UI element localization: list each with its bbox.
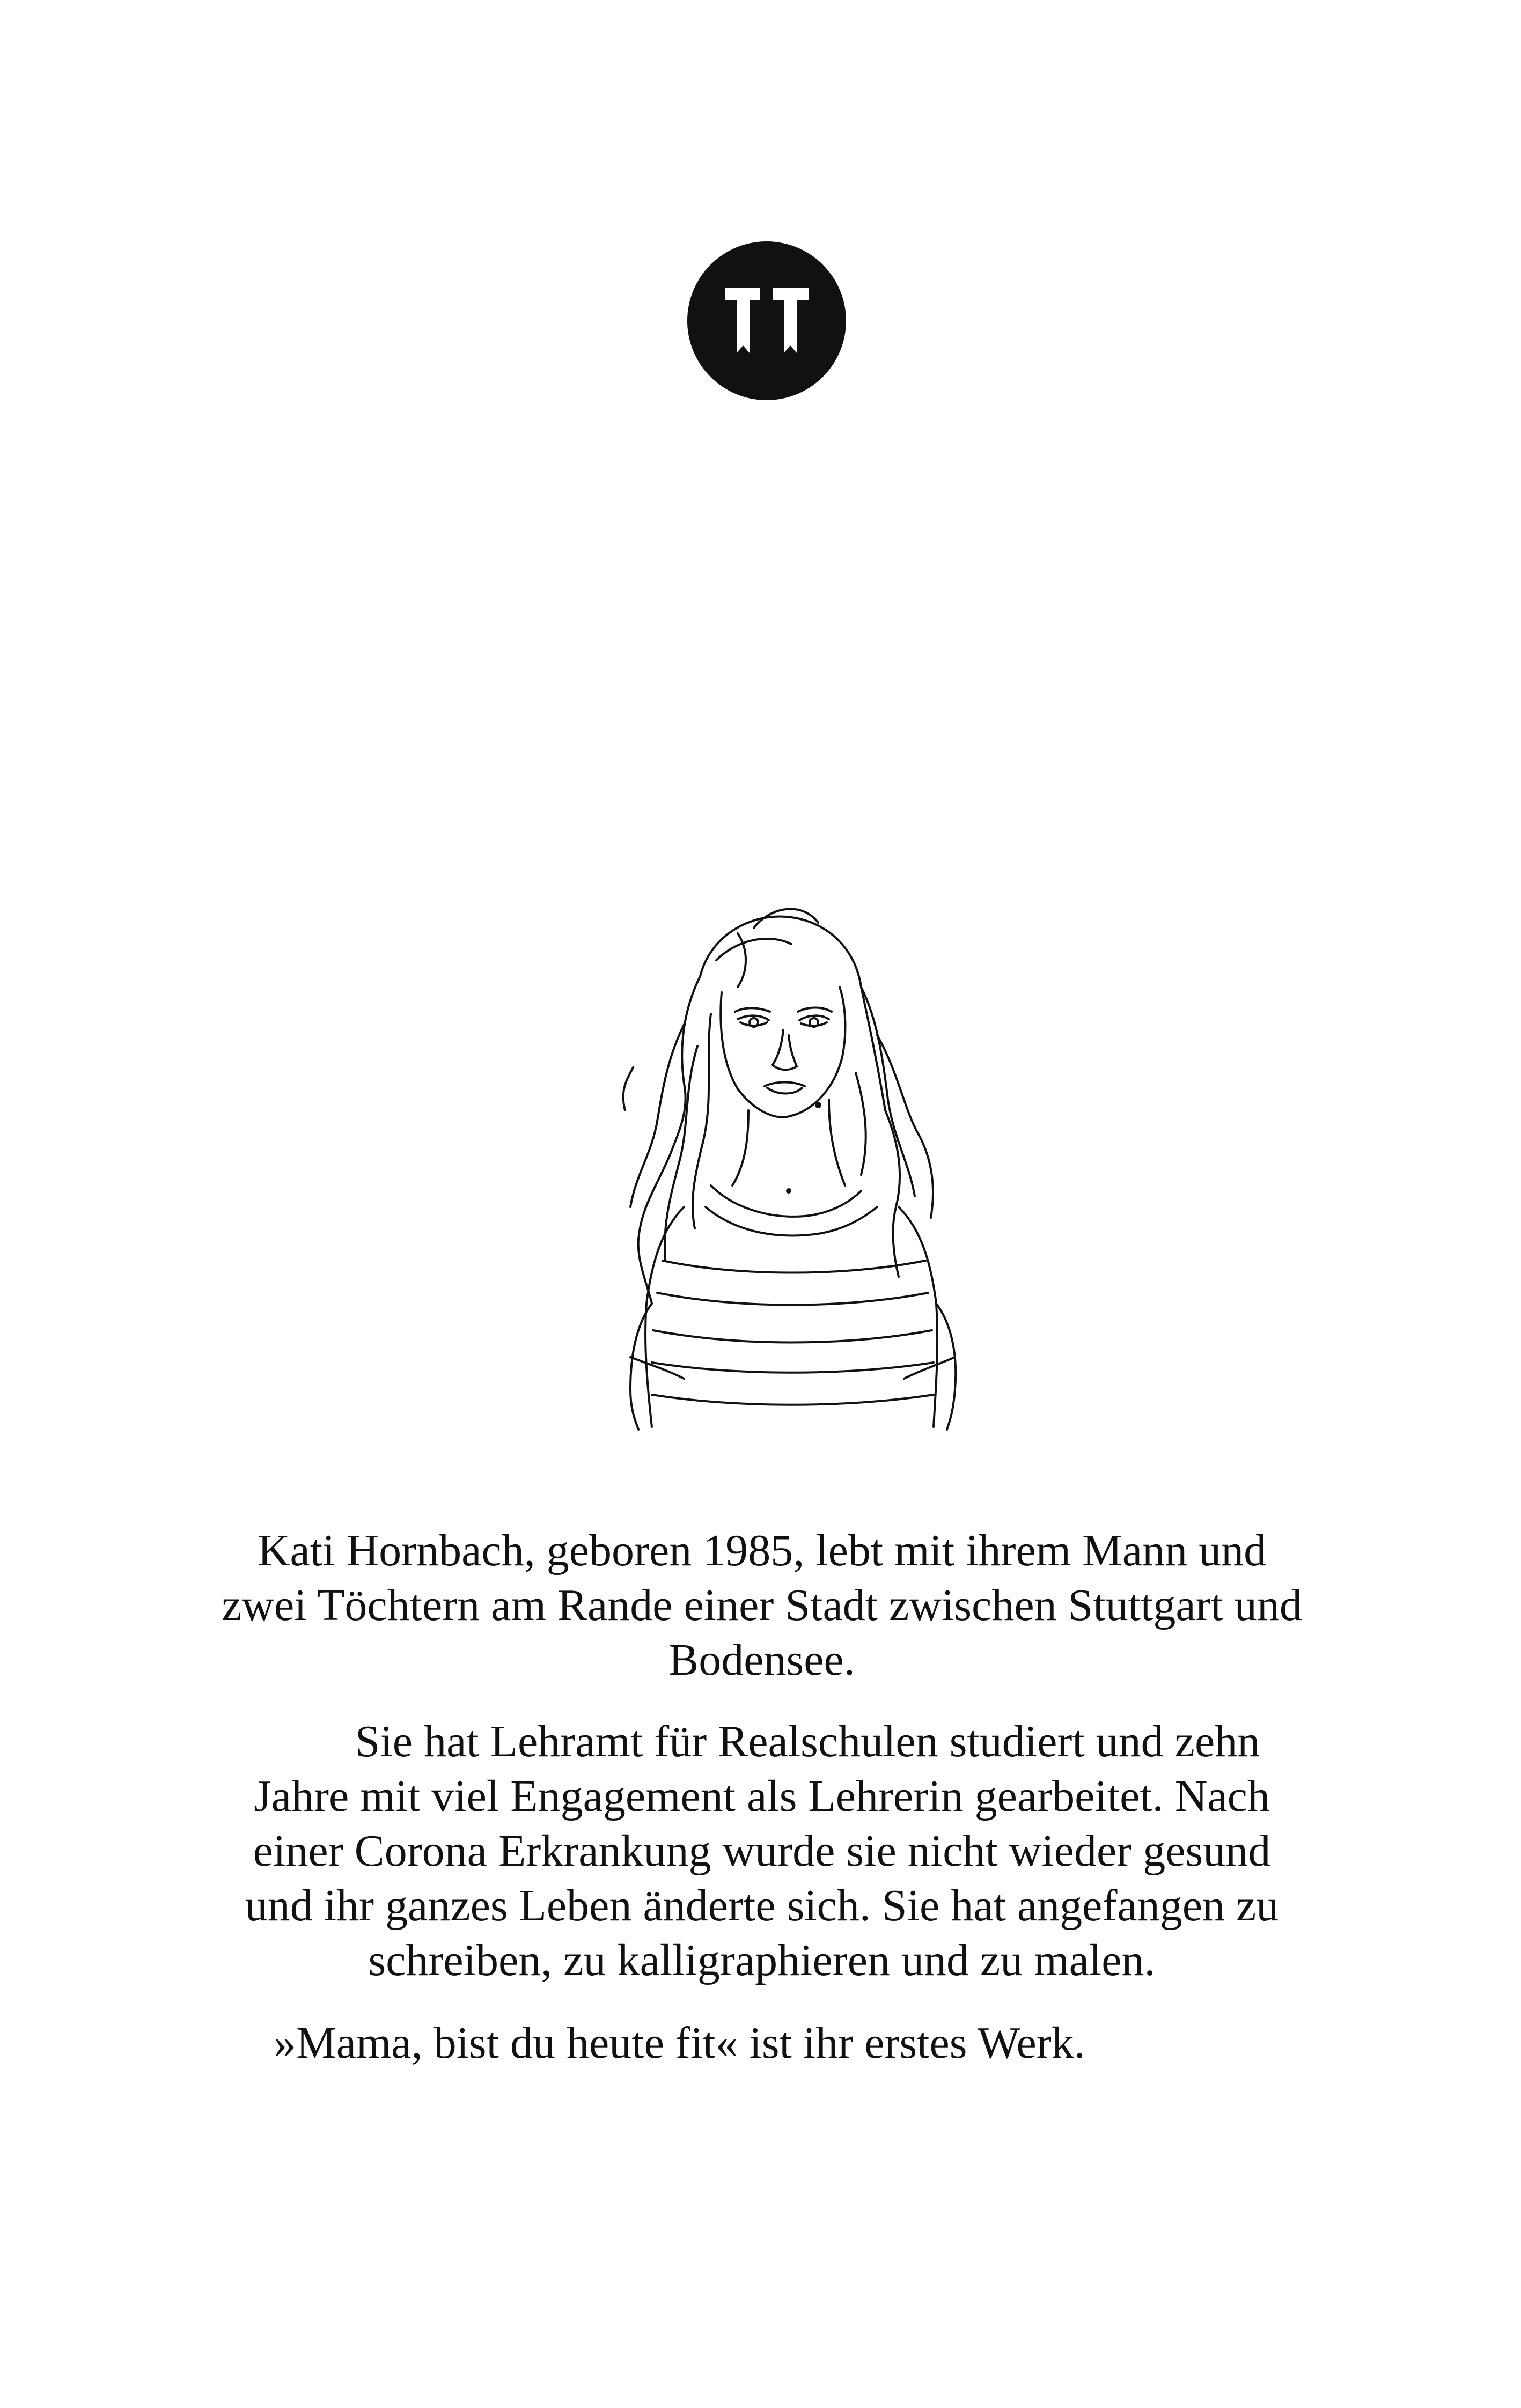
portrait-sketch [577, 885, 984, 1432]
publisher-logo-graphic [686, 240, 847, 401]
bio-paragraph-3: »Mama, bist du heute fit« ist ihr erstes Werk. [274, 2018, 1085, 2068]
author-biography [215, 1523, 1309, 2071]
logo-circle [687, 241, 846, 400]
bio-paragraph-2 [215, 1714, 1309, 1988]
bio-paragraph-1: Kati Hornbach, geboren 1985, lebt mit ihrem Mann und zwei Töchtern am Rande einer Stadt zwischen Stuttgart und Bodensee. [222, 1526, 1302, 1685]
author-portrait-drawing [577, 885, 984, 1432]
publisher-logo-icon [686, 240, 847, 401]
bio-paragraph-2-text: Sie hat Lehramt für Realschulen studiert und zehn Jahre mit viel Engagement als Lehrerin gearbeitet. Nach einer Corona Erkrankung wurde sie nicht wieder gesund und ihr ganzes Leben änderte sich. Sie hat angefangen zu schreiben, zu kalligraphieren und zu malen. [245, 1717, 1279, 1985]
